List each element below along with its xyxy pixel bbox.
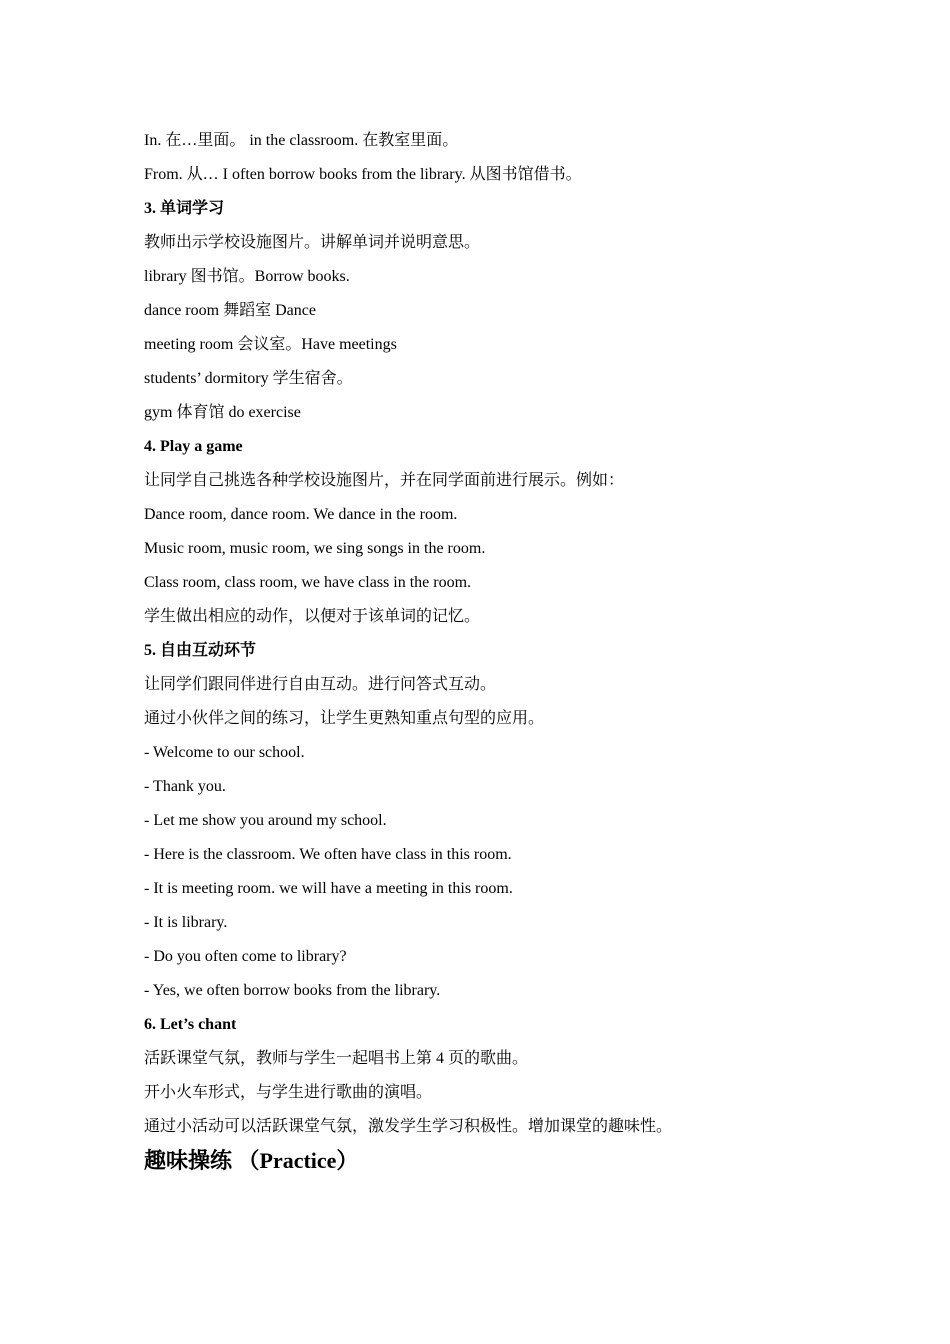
section-title-practice: 趣味操练 （Practice） — [144, 1148, 359, 1173]
section-heading: 3. 单词学习 — [144, 200, 225, 217]
paragraph-line: From. 从… I often borrow books from the library. 从图书馆借书。 — [144, 166, 582, 183]
paragraph-line: gym 体育馆 do exercise — [144, 404, 301, 421]
paragraph-line: - It is library. — [144, 914, 228, 931]
document-body — [144, 124, 824, 1144]
section-heading: 4. Play a game — [144, 438, 243, 455]
section-heading: 5. 自由互动环节 — [144, 642, 257, 659]
paragraph-line: 开小火车形式，与学生进行歌曲的演唱。 — [144, 1084, 433, 1101]
paragraph-line: 让同学自己挑选各种学校设施图片，并在同学面前进行展示。例如： — [144, 472, 625, 489]
paragraph-line: 通过小活动可以活跃课堂气氛，激发学生学习积极性。增加课堂的趣味性。 — [144, 1118, 673, 1135]
paragraph-line: 通过小伙伴之间的练习，让学生更熟知重点句型的应用。 — [144, 710, 545, 727]
paragraph-line: - Yes, we often borrow books from the library. — [144, 982, 441, 999]
paragraph-line: In. 在…里面。 in the classroom. 在教室里面。 — [144, 132, 459, 149]
paragraph-line: - Thank you. — [144, 778, 226, 795]
section-heading: 6. Let’s chant — [144, 1016, 237, 1033]
document-page — [144, 124, 824, 1178]
paragraph-line: dance room 舞蹈室 Dance — [144, 302, 316, 319]
paragraph-line: Class room, class room, we have class in the room. — [144, 574, 472, 591]
paragraph-line: - Let me show you around my school. — [144, 812, 387, 829]
paragraph-line: meeting room 会议室。Have meetings — [144, 336, 397, 353]
paragraph-line: 活跃课堂气氛，教师与学生一起唱书上第 4 页的歌曲。 — [144, 1050, 529, 1067]
paragraph-line: - Do you often come to library? — [144, 948, 347, 965]
paragraph-line: - Here is the classroom. We often have class in this room. — [144, 846, 512, 863]
paragraph-line: Dance room, dance room. We dance in the room. — [144, 506, 458, 523]
paragraph-line: 学生做出相应的动作，以便对于该单词的记忆。 — [144, 608, 481, 625]
paragraph-line: library 图书馆。Borrow books. — [144, 268, 350, 285]
paragraph-line: 教师出示学校设施图片。讲解单词并说明意思。 — [144, 234, 481, 251]
paragraph-line: - It is meeting room. we will have a meeting in this room. — [144, 880, 513, 897]
paragraph-line: 让同学们跟同伴进行自由互动。进行问答式互动。 — [144, 676, 497, 693]
paragraph-line: students’ dormitory 学生宿舍。 — [144, 370, 353, 387]
paragraph-line: Music room, music room, we sing songs in the room. — [144, 540, 486, 557]
paragraph-line: - Welcome to our school. — [144, 744, 305, 761]
